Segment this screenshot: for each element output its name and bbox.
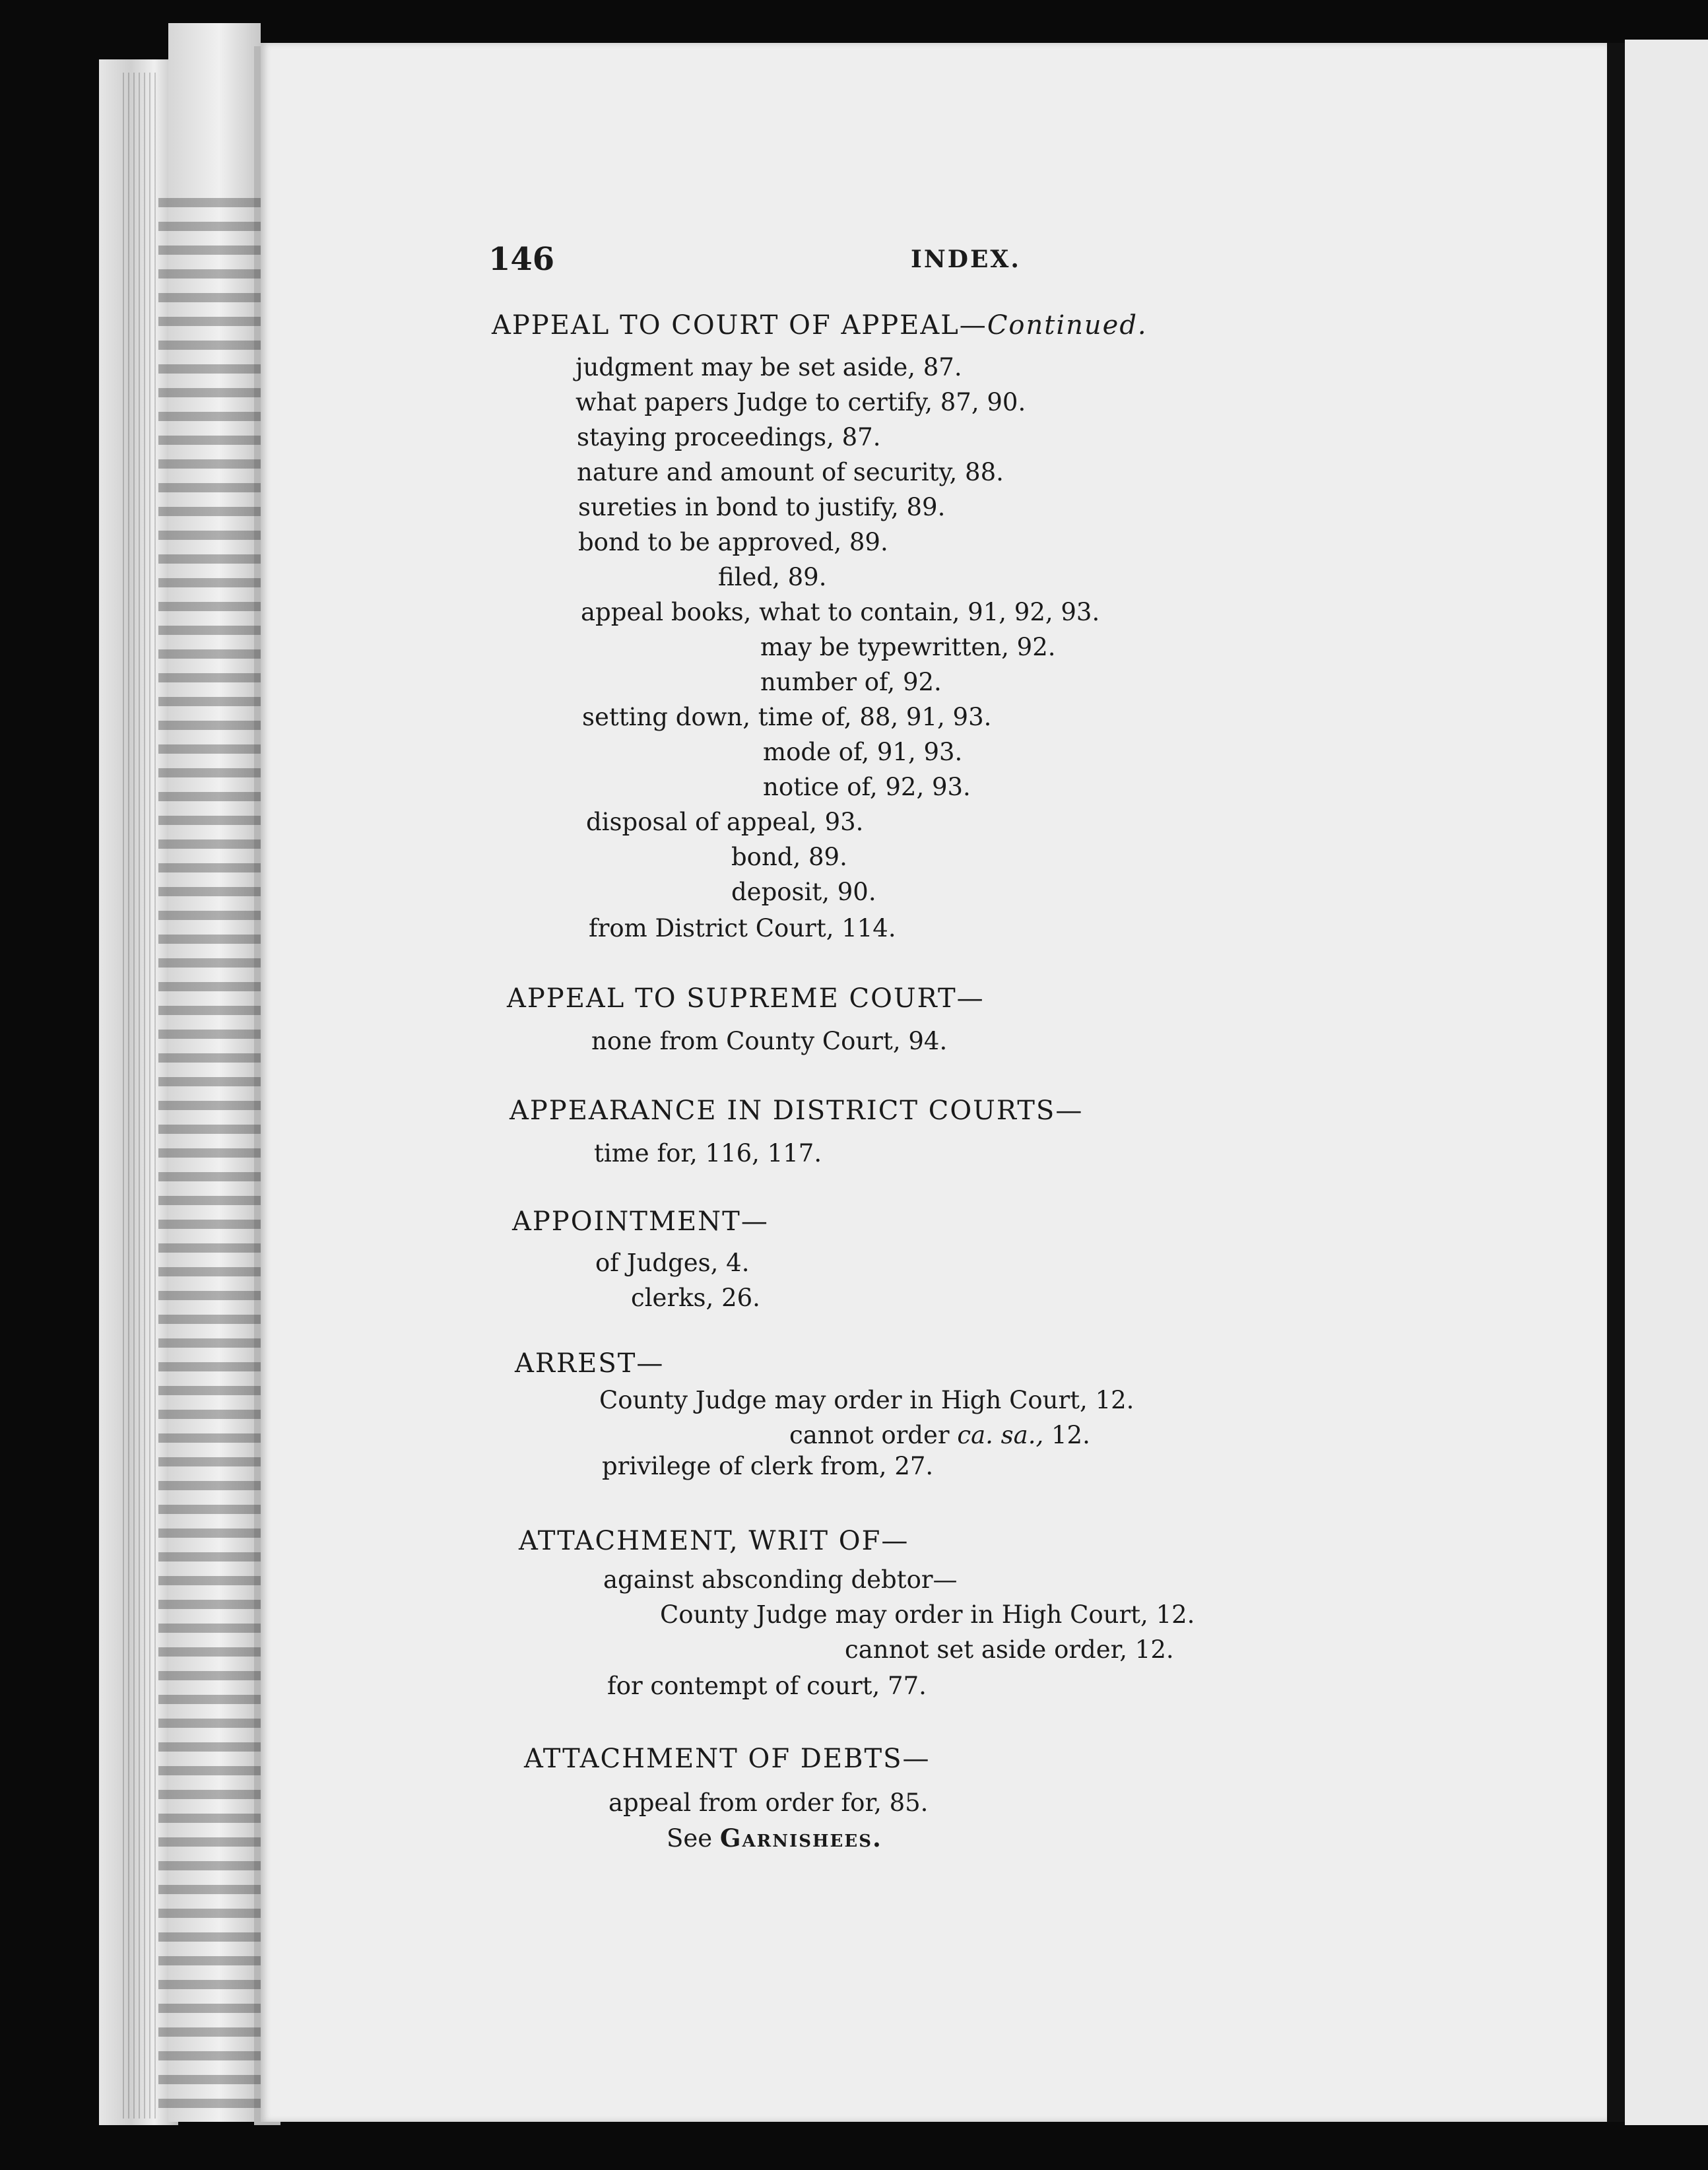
index-line: for contempt of court, 77. — [607, 1672, 927, 1700]
index-line: appeal books, what to contain, 91, 92, 93. — [581, 598, 1100, 626]
index-line: appeal from order for, 85. — [608, 1789, 929, 1817]
index-line: privilege of clerk from, 27. — [602, 1452, 934, 1480]
index-line: number of, 92. — [760, 668, 942, 696]
index-line: time for, 116, 117. — [594, 1139, 822, 1167]
index-line: County Judge may order in High Court, 12. — [599, 1386, 1134, 1414]
entry-heading: APPEAL TO SUPREME COURT— — [507, 983, 985, 1014]
entry-heading: APPOINTMENT— — [512, 1206, 769, 1237]
facing-page-edge — [1625, 40, 1708, 2125]
index-line: of Judges, 4. — [595, 1249, 750, 1277]
cross-reference: Garnishees. — [719, 1824, 882, 1853]
index-line: disposal of appeal, 93. — [586, 808, 864, 836]
index-line: bond, 89. — [731, 843, 847, 871]
entry-heading: ARREST— — [515, 1348, 665, 1379]
index-line: against absconding debtor— — [603, 1565, 958, 1594]
index-line: deposit, 90. — [731, 878, 876, 906]
page-number: 146 — [488, 241, 555, 278]
page-edges-lines — [119, 73, 158, 2119]
page-fold-shadow — [1607, 43, 1626, 2122]
entry-heading: ATTACHMENT, WRIT OF— — [519, 1526, 909, 1556]
library-stamp-mark — [158, 198, 277, 2112]
index-line: bond to be approved, 89. — [578, 528, 888, 556]
index-line: may be typewritten, 92. — [760, 633, 1056, 661]
entry-heading: ATTACHMENT OF DEBTS— — [524, 1744, 931, 1774]
index-line: none from County Court, 94. — [591, 1027, 948, 1055]
index-line: cannot set aside order, 12. — [845, 1635, 1174, 1664]
index-line: cannot order ca. sa., 12. — [789, 1421, 1090, 1449]
index-line: sureties in bond to justify, 89. — [578, 493, 946, 521]
index-line: County Judge may order in High Court, 12. — [660, 1600, 1195, 1629]
index-line: mode of, 91, 93. — [763, 738, 963, 766]
running-head: INDEX. — [911, 246, 1021, 273]
index-line: See Garnishees. — [667, 1824, 882, 1853]
entry-heading: APPEAL TO COURT OF APPEAL—Continued. — [492, 310, 1148, 341]
index-line: judgment may be set aside, 87. — [575, 353, 962, 381]
index-line: setting down, time of, 88, 91, 93. — [582, 703, 992, 731]
index-line: filed, 89. — [718, 563, 827, 591]
entry-heading: APPEARANCE IN DISTRICT COURTS— — [509, 1096, 1084, 1126]
index-line: nature and amount of security, 88. — [577, 458, 1004, 486]
italic-term: ca. sa., — [957, 1421, 1044, 1449]
continued-label: Continued. — [987, 310, 1148, 341]
index-line: what papers Judge to certify, 87, 90. — [575, 388, 1026, 416]
index-line: clerks, 26. — [631, 1284, 760, 1312]
index-line: staying proceedings, 87. — [577, 423, 881, 451]
index-line: from District Court, 114. — [589, 914, 896, 942]
index-line: notice of, 92, 93. — [763, 773, 971, 801]
